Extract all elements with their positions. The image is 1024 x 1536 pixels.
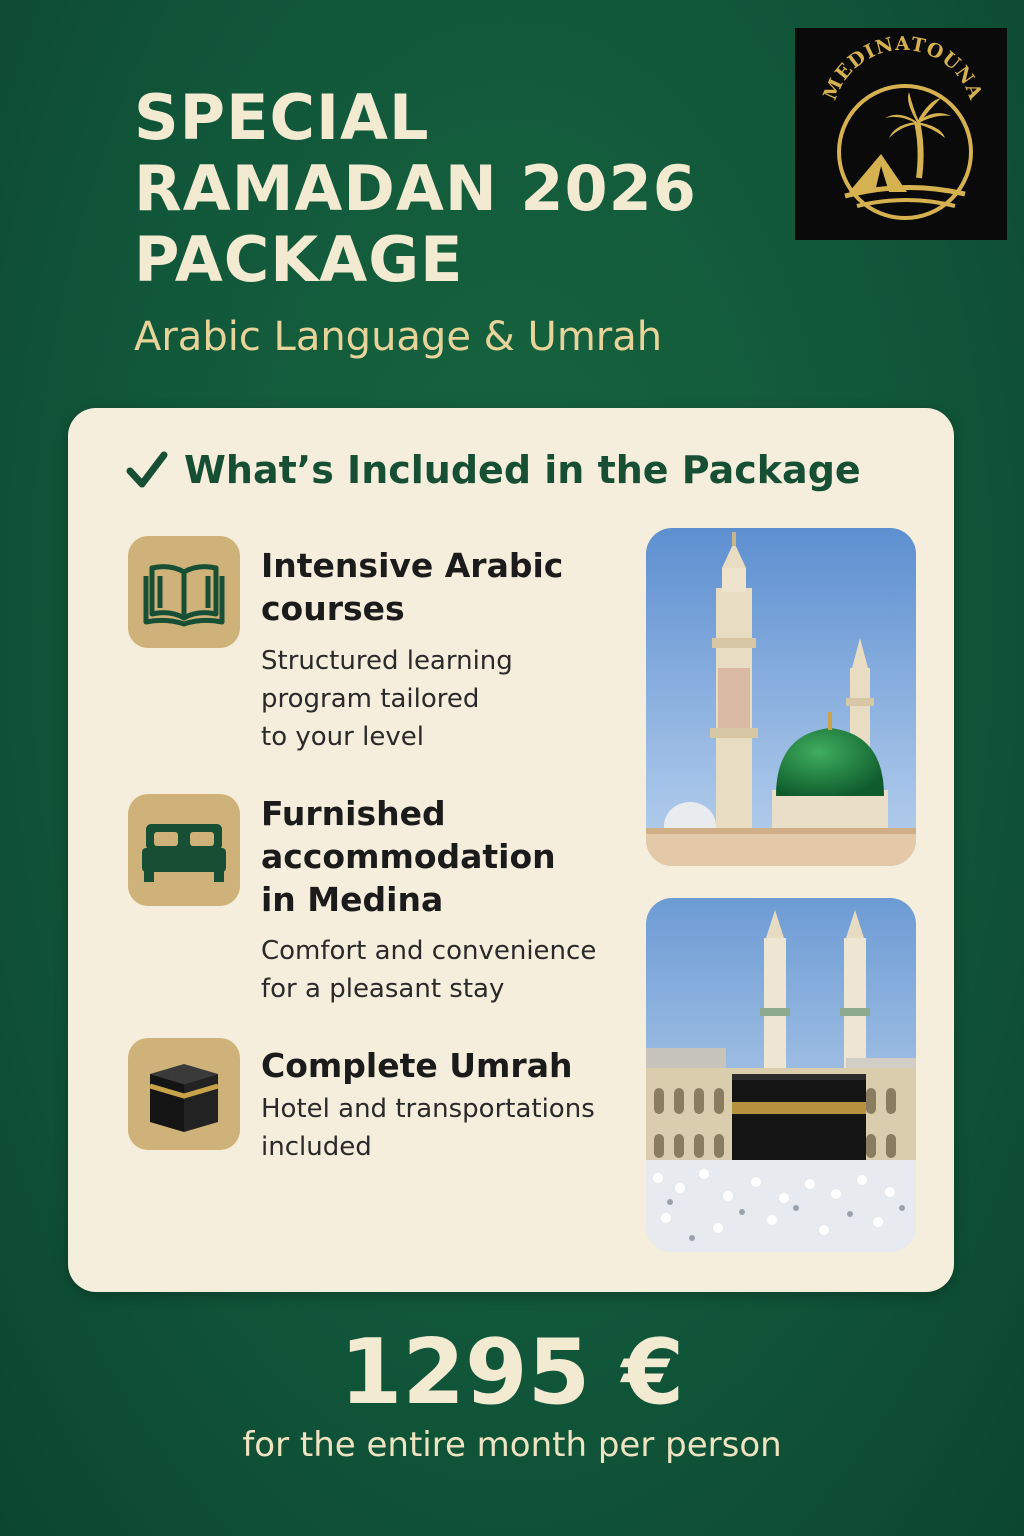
package-price: 1295 € — [339, 1320, 685, 1425]
title-line: PACKAGE — [134, 223, 464, 296]
feature-desc-line: Structured learning — [261, 646, 513, 676]
title-line: SPECIAL — [134, 81, 430, 154]
feature-title-line: Intensive Arabic — [261, 546, 564, 585]
included-heading-text: What’s Included in the Package — [184, 448, 861, 492]
feature-title-line: Complete Umrah — [261, 1046, 573, 1085]
kaaba-icon — [128, 1038, 240, 1150]
feature-desc-line: Hotel and transportations — [261, 1094, 595, 1124]
medinatouna-logo — [795, 28, 1007, 240]
feature-desc-line: program tailored — [261, 684, 480, 714]
checkmark-icon — [126, 449, 168, 491]
bed-icon — [128, 794, 240, 906]
prophets-mosque-green-dome-photo — [646, 528, 916, 866]
feature-desc-line: to your level — [261, 722, 424, 752]
feature-desc-line: included — [261, 1132, 372, 1162]
feature-title-line: Furnished — [261, 794, 446, 833]
feature-desc-line: for a pleasant stay — [261, 974, 505, 1004]
feature-title-line: accommodation — [261, 837, 556, 876]
open-book-icon — [128, 536, 240, 648]
svg-text:MEDINATOUNA — [819, 33, 987, 103]
title-line: RAMADAN 2026 — [134, 152, 697, 225]
kaaba-masjid-al-haram-photo — [646, 898, 916, 1252]
price-note: for the entire month per person — [242, 1425, 782, 1465]
feature-title-line: courses — [261, 589, 405, 628]
page-subtitle: Arabic Language & Umrah — [134, 314, 663, 360]
page-title — [134, 82, 697, 295]
feature-title-line: in Medina — [261, 880, 444, 919]
package-card — [68, 408, 954, 1292]
included-heading — [126, 448, 861, 492]
feature-desc-line: Comfort and convenience — [261, 936, 597, 966]
logo-text: MEDINATOUNA — [819, 32, 987, 104]
